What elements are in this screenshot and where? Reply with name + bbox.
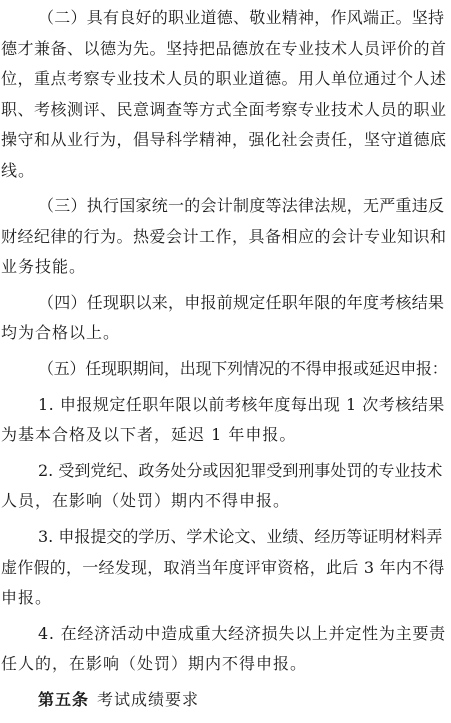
section-title: 考试成绩要求 [97, 690, 200, 709]
text-line: （四）任现职以来，申报前规定任职年限的年度考核结果 [38, 293, 445, 312]
text-line: 申报。 [1, 588, 53, 607]
text-line: （五）任现职期间，出现下列情况的不得申报或延迟申报： [38, 359, 448, 378]
section-number: 第五条 [38, 690, 90, 709]
text-line: 财经纪律的行为。热爱会计工作，具备相应的会计专业知识和 [1, 227, 447, 246]
text-line: 为基本合格及以下者，延迟 1 年申报。 [1, 425, 297, 444]
text-line: 位，重点考察专业技术人员的职业道德。用人单位通过个人述 [1, 69, 447, 88]
text-line: 操守和从业行为，倡导科学精神，强化社会责任，坚守道德底 [1, 130, 447, 149]
text-line: 线。 [1, 161, 36, 180]
text-line: 3. 申报提交的学历、学术论文、业绩、经历等证明材料弄 [38, 527, 443, 546]
text-line: 2. 受到党纪、政务处分或因犯罪受到刑事处罚的专业技术 [38, 461, 443, 480]
text-line: 业务技能。 [1, 257, 87, 276]
section-heading [38, 690, 199, 710]
text-line: 均为合格以上。 [1, 323, 121, 342]
text-line: 德才兼备、以德为先。坚持把品德放在专业技术人员评价的首 [1, 39, 447, 58]
text-line: 1. 申报规定任职年限以前考核年度每出现 1 次考核结果 [38, 395, 445, 414]
text-line: （二）具有良好的职业道德、敬业精神，作风端正。坚持 [38, 8, 445, 27]
text-line: 4. 在经济活动中造成重大经济损失以上并定性为主要责 [38, 624, 446, 643]
text-line: （三）执行国家统一的会计制度等法律法规，无严重违反 [38, 196, 445, 215]
text-line: 人员，在影响（处罚）期内不得申报。 [1, 491, 291, 510]
text-line: 职、考核测评、民意调查等方式全面考察专业技术人员的职业 [1, 100, 447, 119]
text-line: 任人的，在影响（处罚）期内不得申报。 [1, 654, 308, 673]
text-line: 虚作假的，一经发现，取消当年度评审资格，此后 3 年内不得 [1, 558, 445, 577]
